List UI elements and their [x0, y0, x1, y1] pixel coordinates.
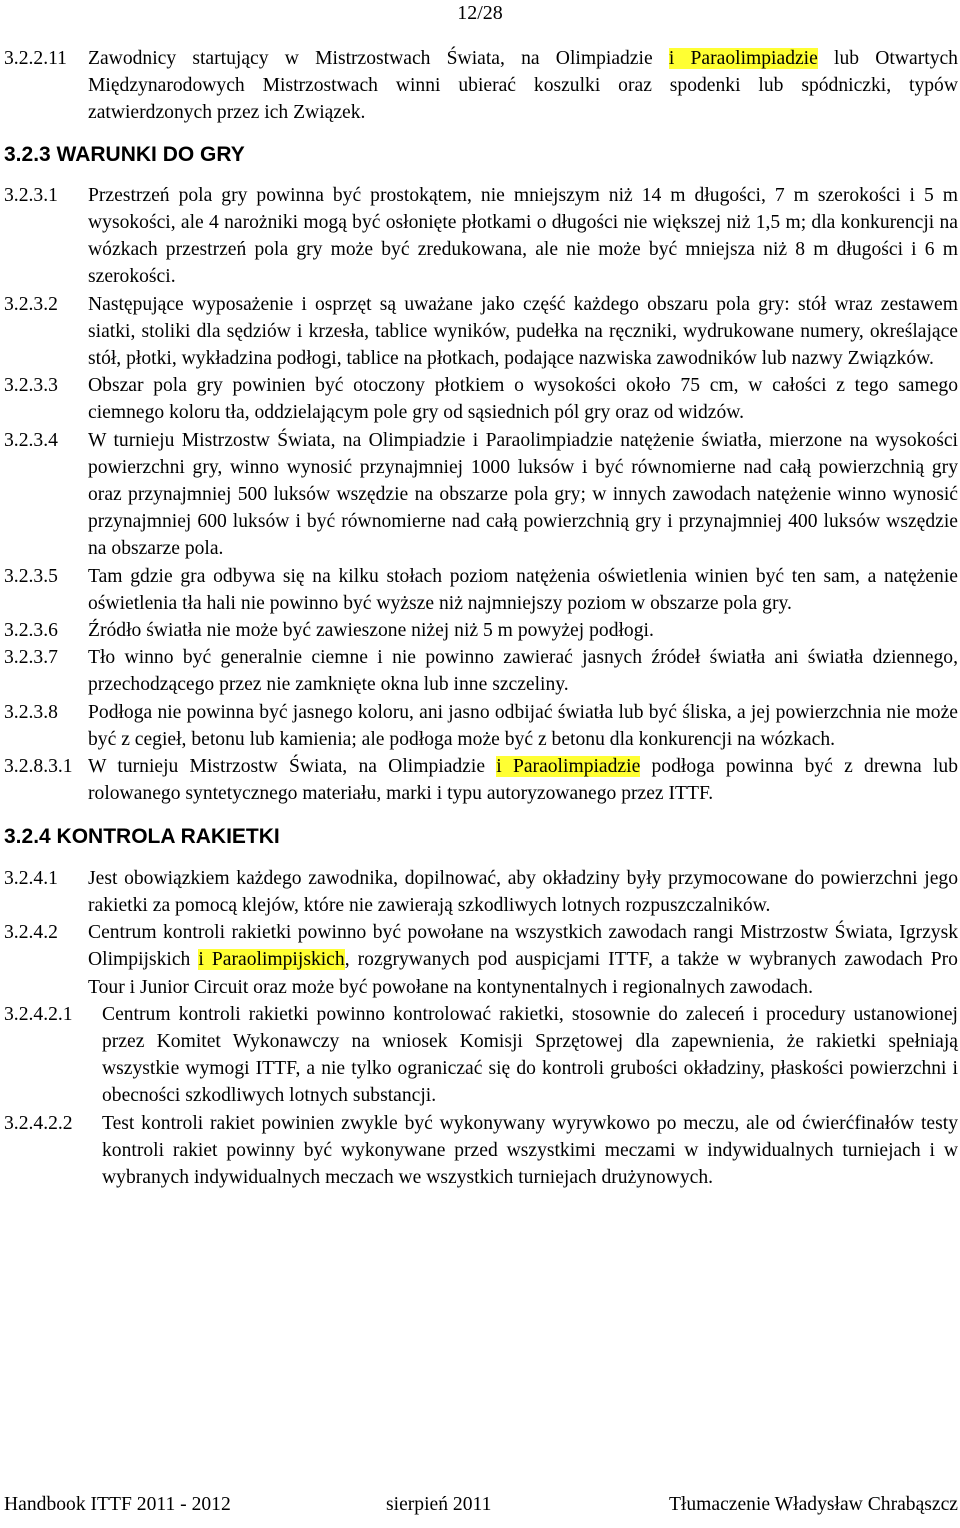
highlighted-text: i Paraolimpijskich: [198, 949, 345, 971]
paragraph-3-2-3-1: [4, 182, 958, 291]
footer-right: Tłumaczenie Władysław Chrabąszcz: [668, 1494, 958, 1515]
paragraph-text: Centrum kontroli rakietki powinno kontrolować rakietki, stosownie do zaleceń i procedury ustanowionej przez Komitet Wykonawczy na wniosek Komisji Sprzętowej dla zapewnienia, że rakietki spełniają wszystkie wymogi ITTF, a nie tylko ograniczać się do kontroli grubości okładziny, płaskości powierzchni i obecności szkodliwych lotnych substancji.: [102, 1003, 958, 1107]
paragraph-number: 3.2.3.8: [4, 701, 58, 723]
paragraph-text: Jest obowiązkiem każdego zawodnika, dopilnować, aby okładziny były przymocowane do powierzchni jego rakietki za pomocą klejów, które nie zawierają szkodliwych lotnych rozpuszczalników.: [88, 867, 958, 916]
paragraph-3-2-3-8: [4, 699, 958, 753]
paragraph-3-2-3-3: [4, 372, 958, 426]
footer-center: sierpień 2011: [386, 1494, 492, 1515]
section-heading-warunki-do-gry: 3.2.3 WARUNKI DO GRY: [4, 142, 245, 166]
paragraph-text: , rozgrywanych pod auspicjami ITTF, a także w wybranych zawodach Pro Tour i Junior Circuit oraz może być powołane na kontynentalnych i regionalnych zawodach.: [88, 949, 958, 998]
paragraph-number: 3.2.4.2: [4, 922, 58, 944]
page-number: 12/28: [457, 2, 503, 24]
paragraph-number: 3.2.3.6: [4, 620, 58, 642]
paragraph-text: Tam gdzie gra odbywa się na kilku stołach poziom natężenia oświetlenia winien być ten sam, a natężenie oświetlenia tła hali nie powinno być wyższe niż najmniejszy poziom w obszarze pola gry.: [88, 565, 958, 614]
highlighted-text: i Paraolimpiadzie: [668, 48, 818, 69]
paragraph-3-2-3-7: [4, 644, 958, 698]
paragraph-number: 3.2.2.11: [4, 48, 67, 69]
paragraph-text: Zawodnicy startujący w Mistrzostwach Świata, na Olimpiadzie: [88, 48, 669, 69]
paragraph-3-2-3-5: [4, 563, 958, 617]
paragraph-text: Przestrzeń pola gry powinna być prostokątem, nie mniejszym niż 14 m długości, 7 m szerokości i 5 m wysokości, ale 4 narożniki mogą być osłonięte płotkami o długości nie większej niż 1,5 m; dla konkurencji na wózkach przestrzeń pola gry może być zredukowana, ale nie może być mniejsza niż 8 m długości i 6 m szerokości.: [88, 184, 958, 288]
paragraph-text: lub Otwartych Międzynarodowych Mistrzostwach winni ubierać koszulki oraz spodenki lub spódniczki, typów zatwierdzonych przez ich Związek.: [88, 48, 958, 124]
document-body: [4, 45, 958, 1191]
paragraph-text: Podłoga nie powinna być jasnego koloru, ani jasno odbijać światła lub być śliska, a jej powierzchnia nie może być z cegieł, betonu lub kamienia; ale podłoga może być z betonu dla konkurencji na wózkach.: [88, 701, 958, 750]
paragraph-text: podłoga powinna być z drewna lub rolowanego syntetycznego materiału, marki i typu autoryzowanego przez ITTF.: [88, 756, 958, 805]
paragraph-number: 3.2.3.5: [4, 565, 58, 587]
paragraph-number: 3.2.4.1: [4, 867, 58, 889]
paragraph-text: Tło winno być generalnie ciemne i nie powinno zawierać jasnych źródeł światła ani światła dziennego, przechodzącego przez nie zamknięte okna lub inne szczeliny.: [88, 647, 958, 696]
paragraph-3-2-3-2: [4, 291, 958, 373]
paragraph-number: 3.2.4.2.2: [4, 1112, 73, 1134]
paragraph-text: Obszar pola gry powinien być otoczony płotkiem o wysokości około 75 cm, w całości z tego samego ciemnego koloru tła, oddzielającym pole gry od sąsiednich pól gry oraz od widzów.: [88, 375, 958, 424]
paragraph-3-2-3-6: [4, 617, 958, 644]
paragraph-text: Test kontroli rakiet powinien zwykle być wykonywany wyrywkowo po meczu, ale od ćwierćfinałów testy kontroli rakiet powinny być wykonywane przed wszystkimi meczami w indywidualnych turniejach i w wybranych indywidualnych meczach we wszystkich turniejach drużynowych.: [102, 1112, 958, 1188]
paragraph-3-2-3-4: [4, 427, 958, 563]
highlighted-text: i Paraolimpiadzie: [496, 756, 641, 778]
paragraph-number: 3.2.4.2.1: [4, 1003, 73, 1025]
paragraph-number: 3.2.3.1: [4, 184, 58, 206]
paragraph-text: W turnieju Mistrzostw Świata, na Olimpiadzie i Paraolimpiadzie natężenie światła, mierzone na wysokości powierzchni gry, winno wynosić przynajmniej 1000 luksów i być równomierne nad całą powierzchnią gry oraz przynajmniej 500 luksów wszędzie na obszarze pola gry; w innych zawodach natężenie winno wynosić przynajmniej 600 luksów i być równomierne nad całą powierzchnią gry i przynajmniej 400 luksów wszędzie na obszarze pola.: [88, 429, 958, 560]
paragraph-number: 3.2.3.3: [4, 375, 58, 397]
paragraph-3-2-4-2-2: [4, 1110, 958, 1192]
footer-left: Handbook ITTF 2011 - 2012: [4, 1494, 231, 1515]
paragraph-number: 3.2.3.4: [4, 429, 58, 451]
paragraph-3-2-4-1: [4, 865, 958, 919]
paragraph-3-2-2-11: [4, 45, 958, 127]
paragraph-3-2-4-2-1: [4, 1001, 958, 1110]
paragraph-3-2-4-2: [4, 919, 958, 1001]
paragraph-number: 3.2.8.3.1: [4, 756, 73, 778]
paragraph-text: W turnieju Mistrzostw Świata, na Olimpiadzie: [88, 756, 497, 778]
paragraph-text: Następujące wyposażenie i osprzęt są uważane jako część każdego obszaru pola gry: stół wraz zestawem siatki, stoliki dla sędziów i krzesła, tablice wyników, pudełka na ręczniki, wydrukowane numery, określające stół, płotki, wykładzina podłogi, tablice na płotkach, podające nazwiska zawodników lub nazwy Związków.: [88, 293, 958, 370]
paragraph-3-2-8-3-1: [4, 753, 958, 807]
paragraph-text: Źródło światła nie może być zawieszone niżej niż 5 m powyżej podłogi.: [88, 620, 654, 642]
paragraph-text: Centrum kontroli rakietki powinno być powołane na wszystkich zawodach rangi Mistrzostw Świata, Igrzysk Olimpijskich: [88, 922, 958, 971]
section-heading-kontrola-rakietki: 3.2.4 KONTROLA RAKIETKI: [4, 825, 280, 849]
paragraph-number: 3.2.3.2: [4, 293, 58, 315]
paragraph-number: 3.2.3.7: [4, 647, 58, 669]
